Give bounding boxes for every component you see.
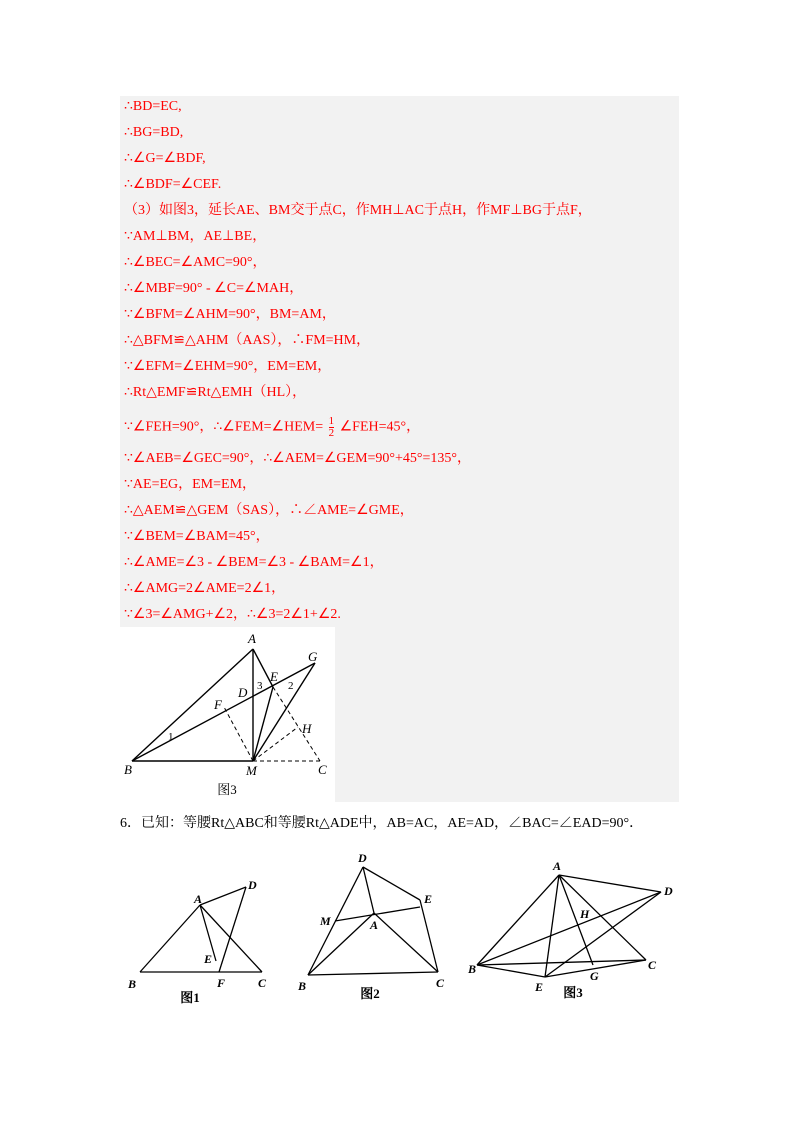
solution-line: ∴△AEM≌△GEM（SAS），∴∠AME=∠GME，	[124, 503, 414, 518]
angle-label: 3	[257, 680, 263, 692]
figure-1	[127, 878, 267, 1005]
solution-line: ∴Rt△EMF≌Rt△EMH（HL），	[124, 385, 307, 400]
figure-2	[297, 851, 445, 1001]
solution-line: ∴∠G=∠BDF,	[124, 151, 206, 166]
solution-line: ∵∠BEM=∠BAM=45°，	[124, 529, 270, 544]
point-label: F	[217, 976, 226, 990]
segment-ec	[420, 900, 438, 972]
point-label: M	[320, 914, 331, 928]
figure-3	[467, 859, 673, 1000]
point-label: D	[358, 851, 367, 865]
solution-line: ∵AE=EG，EM=EM，	[124, 477, 257, 492]
point-label: C	[436, 976, 445, 990]
point-label: B	[468, 962, 477, 976]
point-label: B	[124, 762, 132, 777]
solution-line: ∴∠AME=∠3 - ∠BEM=∠3 - ∠BAM=∠1，	[124, 555, 384, 570]
fraction-prefix: ∵∠FEH=90°，∴∠FEM=∠HEM=	[124, 419, 324, 435]
segment-ba	[308, 913, 374, 975]
segment-ae	[545, 875, 559, 977]
point-label: E	[204, 952, 213, 966]
geometry-figure-svg	[120, 627, 335, 802]
segment-ed	[545, 892, 661, 977]
segment-eb	[477, 965, 545, 977]
segment-mh-dashed	[253, 727, 298, 761]
segment-ac	[374, 913, 438, 972]
solution-line: ∵∠EFM=∠EHM=90°，EM=EM，	[124, 359, 332, 374]
solution-line: ∴∠MBF=90° - ∠C=∠MAH，	[124, 281, 304, 296]
solution-figure-3	[120, 627, 335, 802]
point-label: F	[214, 697, 222, 712]
point-label: G	[590, 969, 599, 983]
segment-ab	[477, 875, 559, 965]
solution-line: ∴∠BEC=∠AMC=90°，	[124, 255, 267, 270]
point-label: E	[270, 669, 278, 684]
angle-label: 2	[288, 680, 294, 692]
figure-caption: 图2	[360, 986, 380, 1001]
segment-de	[363, 867, 420, 900]
point-label: H	[580, 907, 590, 921]
solution-line: ∵∠BFM=∠AHM=90°，BM=AM，	[124, 307, 336, 322]
segment-me	[253, 687, 273, 761]
point-label: G	[308, 649, 318, 664]
point-label: E	[424, 892, 433, 906]
solution-line: ∵AM⊥BM，AE⊥BE，	[124, 229, 267, 244]
segment-mf-dashed	[224, 707, 253, 761]
point-label: A	[370, 918, 379, 932]
solution-line-fraction	[124, 416, 420, 439]
angle-label: 1	[168, 731, 174, 743]
solution-line: ∴∠BDF=∠CEF.	[124, 177, 222, 192]
point-label: A	[194, 892, 203, 906]
figure-caption: 图1	[180, 990, 200, 1005]
solution-line: （3）如图3，延长AE、BM交于点C，作MH⊥AC于点H，作MF⊥BG于点F，	[124, 203, 592, 218]
point-label: H	[302, 721, 312, 736]
segment-da	[363, 867, 374, 913]
point-label: C	[258, 976, 267, 990]
solution-line: ∴∠AMG=2∠AME=2∠1，	[124, 581, 286, 596]
fraction-numerator: 1	[328, 415, 335, 427]
solution-line: ∵∠3=∠AMG+∠2，∴∠3=2∠1+∠2.	[124, 607, 341, 622]
solution-line: ∵∠AEB=∠GEC=90°，∴∠AEM=∠GEM=90°+45°=135°，	[124, 451, 472, 466]
point-label: D	[238, 685, 248, 700]
point-label: D	[664, 884, 673, 898]
point-label: A	[553, 859, 562, 873]
fraction	[329, 416, 335, 439]
point-label: E	[535, 980, 544, 994]
segment-ba	[132, 649, 253, 761]
point-label: D	[248, 878, 257, 892]
solution-line: ∴BD=EC,	[124, 99, 182, 114]
segment-mg	[253, 663, 315, 761]
segment-ba	[140, 905, 200, 972]
point-label: B	[298, 979, 307, 993]
segment-ec-dashed	[273, 687, 320, 761]
segment-ad	[200, 887, 246, 905]
figure-caption: 图3	[217, 782, 237, 797]
point-label: C	[648, 958, 657, 972]
solution-line: ∴△BFM≌△AHM（AAS），∴FM=HM，	[124, 333, 371, 348]
fraction-denominator: 2	[328, 427, 335, 439]
point-label: A	[248, 631, 256, 646]
point-label: C	[318, 762, 327, 777]
point-label: M	[246, 763, 257, 778]
point-label: B	[128, 977, 137, 991]
segment-bc	[308, 972, 438, 975]
figure-caption: 图3	[563, 985, 583, 1000]
segment-bg	[132, 663, 315, 761]
fraction-suffix: ∠FEH=45°，	[339, 419, 421, 435]
question-6: 6．已知：等腰Rt△ABC和等腰Rt△ADE中，AB=AC，AE=AD，∠BAC=∠EAD=90°．	[120, 816, 644, 831]
question-figures-svg	[0, 845, 800, 1045]
solution-line: ∴BG=BD,	[124, 125, 184, 140]
